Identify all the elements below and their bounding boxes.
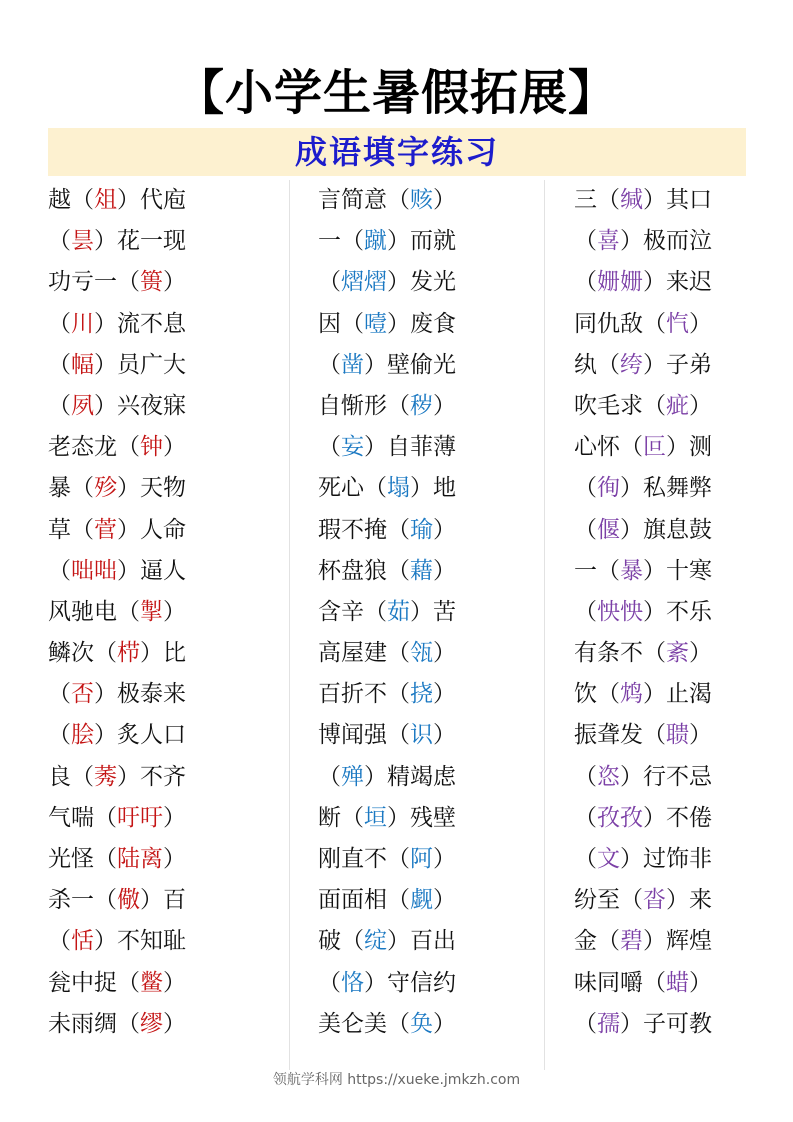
idiom-answer: 菅	[94, 516, 117, 543]
idiom-item	[318, 468, 456, 509]
idiom-answer: 川	[71, 310, 94, 337]
idiom-answer: 儆	[117, 887, 140, 914]
idiom-prefix: （	[574, 846, 597, 872]
idiom-suffix: ）逼人	[117, 557, 186, 584]
idiom-item	[48, 304, 186, 345]
idiom-suffix: ）自菲薄	[364, 434, 456, 461]
idiom-prefix: 含辛（	[318, 598, 387, 625]
idiom-prefix: 高屋建（	[318, 640, 410, 667]
idiom-item	[318, 304, 456, 345]
idiom-suffix: ）炙人口	[94, 722, 186, 749]
idiom-answer: 藉	[410, 557, 433, 584]
idiom-suffix: ）壁偷光	[364, 351, 456, 378]
idiom-prefix: 死心（	[318, 475, 387, 502]
idiom-prefix: （	[574, 269, 597, 296]
idiom-suffix: ）	[163, 804, 186, 831]
idiom-suffix: ）	[689, 969, 712, 996]
idiom-answer: 妄	[341, 434, 364, 461]
idiom-suffix: ）止渴	[643, 681, 712, 708]
idiom-answer: 绽	[364, 928, 387, 955]
idiom-item	[574, 468, 712, 509]
idiom-answer: 夙	[71, 392, 94, 419]
idiom-suffix: ）子弟	[643, 351, 712, 378]
idiom-item	[48, 674, 186, 715]
idiom-prefix: 言简意（	[318, 187, 410, 213]
idiom-answer: 叵	[643, 434, 666, 461]
idiom-answer: 忾	[666, 310, 689, 337]
idiom-answer: 瓴	[410, 640, 433, 667]
idiom-answer: 陆离	[117, 846, 163, 872]
idiom-item	[574, 1004, 712, 1045]
idiom-prefix: （	[48, 228, 71, 255]
column-divider	[289, 180, 290, 1070]
idiom-answer: 脍	[71, 722, 94, 749]
idiom-suffix: ）百出	[387, 928, 456, 955]
idiom-item	[48, 345, 186, 386]
idiom-suffix: ）子可教	[620, 1010, 712, 1037]
idiom-prefix: 良（	[48, 763, 94, 790]
idiom-suffix: ）极泰来	[94, 681, 186, 708]
idiom-suffix: ）测	[666, 434, 712, 461]
idiom-item	[48, 798, 186, 839]
idiom-prefix: 老态龙（	[48, 434, 140, 461]
idiom-prefix: （	[48, 722, 71, 749]
idiom-prefix: 心怀（	[574, 434, 643, 461]
idiom-suffix: ）	[433, 557, 456, 584]
idiom-answer: 熠熠	[341, 269, 387, 296]
idiom-answer: 偃	[597, 516, 620, 543]
idiom-item	[318, 715, 456, 756]
idiom-prefix: 吹毛求（	[574, 392, 666, 419]
idiom-suffix: ）	[163, 598, 186, 625]
idiom-prefix: （	[48, 928, 71, 955]
idiom-prefix: 功亏一（	[48, 269, 140, 296]
idiom-suffix: ）来迟	[643, 269, 712, 296]
idiom-item	[574, 674, 712, 715]
idiom-suffix: ）	[433, 722, 456, 749]
idiom-suffix: ）私舞弊	[620, 475, 712, 502]
idiom-item	[574, 963, 712, 1004]
idiom-answer: 莠	[94, 763, 117, 790]
idiom-answer: 阿	[410, 846, 433, 872]
idiom-prefix: 博闻强（	[318, 722, 410, 749]
idiom-item	[574, 839, 712, 880]
idiom-suffix: ）旗息鼓	[620, 516, 712, 543]
idiom-item	[48, 839, 186, 880]
idiom-item	[574, 386, 712, 427]
idiom-answer: 赅	[410, 187, 433, 213]
idiom-answer: 沓	[643, 887, 666, 914]
idiom-suffix: ）兴夜寐	[94, 392, 186, 419]
idiom-answer: 聩	[666, 722, 689, 749]
idiom-prefix: （	[574, 1010, 597, 1037]
idiom-prefix: （	[48, 310, 71, 337]
page-subtitle: 成语填字练习	[294, 133, 499, 171]
idiom-item	[574, 427, 712, 468]
idiom-suffix: ）流不息	[94, 310, 186, 337]
idiom-suffix: ）	[433, 187, 456, 213]
idiom-prefix: 金（	[574, 928, 620, 955]
idiom-prefix: 破（	[318, 928, 364, 955]
idiom-prefix: 一（	[574, 557, 620, 584]
idiom-prefix: 杀一（	[48, 887, 117, 914]
idiom-item	[574, 221, 712, 262]
idiom-answer: 暴	[620, 557, 643, 584]
idiom-suffix: ）	[433, 640, 456, 667]
idiom-prefix: 光怪（	[48, 846, 117, 872]
idiom-answer: 识	[410, 722, 433, 749]
subtitle-banner	[48, 128, 746, 176]
idiom-answer: 怏怏	[597, 598, 643, 625]
idiom-suffix: ）辉煌	[643, 928, 712, 955]
idiom-answer: 否	[71, 681, 94, 708]
idiom-prefix: （	[318, 434, 341, 461]
idiom-suffix: ）其口	[643, 187, 712, 213]
idiom-suffix: ）	[689, 392, 712, 419]
idiom-answer: 茹	[387, 598, 410, 625]
idiom-prefix: （	[574, 228, 597, 255]
idiom-suffix: ）	[433, 846, 456, 872]
idiom-prefix: （	[574, 804, 597, 831]
idiom-suffix: ）	[433, 392, 456, 419]
idiom-item	[318, 798, 456, 839]
idiom-item	[48, 757, 186, 798]
idiom-suffix: ）	[689, 722, 712, 749]
idiom-item	[48, 221, 186, 262]
idiom-item	[48, 468, 186, 509]
idiom-suffix: ）行不忌	[620, 763, 712, 790]
idiom-prefix: （	[48, 557, 71, 584]
idiom-prefix: 草（	[48, 516, 94, 543]
idiom-answer: 鳖	[140, 969, 163, 996]
idiom-item	[318, 921, 456, 962]
idiom-item	[574, 262, 712, 303]
idiom-answer: 喜	[597, 228, 620, 255]
idiom-prefix: （	[574, 475, 597, 502]
idiom-item	[318, 345, 456, 386]
idiom-prefix: 断（	[318, 804, 364, 831]
idiom-suffix: ）	[689, 310, 712, 337]
idiom-prefix: （	[574, 598, 597, 625]
idiom-prefix: （	[48, 681, 71, 708]
idiom-suffix: ）而就	[387, 228, 456, 255]
idiom-answer: 凿	[341, 351, 364, 378]
idiom-column-3	[574, 180, 712, 1045]
idiom-answer: 恬	[71, 928, 94, 955]
idiom-answer: 栉	[117, 640, 140, 667]
idiom-answer: 绔	[620, 351, 643, 378]
idiom-item	[574, 633, 712, 674]
idiom-suffix: ）不齐	[117, 763, 186, 790]
idiom-answer: 挠	[410, 681, 433, 708]
idiom-suffix: ）	[163, 269, 186, 296]
idiom-item	[48, 551, 186, 592]
idiom-prefix: （	[318, 763, 341, 790]
idiom-item	[574, 798, 712, 839]
idiom-suffix: ）	[689, 640, 712, 667]
idiom-prefix: 瑕不掩（	[318, 516, 410, 543]
idiom-prefix: 纷至（	[574, 887, 643, 914]
idiom-prefix: 一（	[318, 228, 364, 255]
idiom-column-2	[318, 180, 456, 1045]
idiom-item	[48, 715, 186, 756]
idiom-prefix: 振聋发（	[574, 722, 666, 749]
idiom-answer: 塌	[387, 475, 410, 502]
idiom-suffix: ）不乐	[643, 598, 712, 625]
idiom-answer: 篑	[140, 269, 163, 296]
idiom-prefix: 鳞次（	[48, 640, 117, 667]
idiom-answer: 蜡	[666, 969, 689, 996]
idiom-answer: 姗姗	[597, 269, 643, 296]
idiom-answer: 恪	[341, 969, 364, 996]
idiom-suffix: ）	[433, 681, 456, 708]
idiom-suffix: ）人命	[117, 516, 186, 543]
idiom-item	[48, 262, 186, 303]
idiom-item	[318, 674, 456, 715]
idiom-answer: 奂	[410, 1010, 433, 1037]
idiom-item	[48, 921, 186, 962]
idiom-answer: 缪	[140, 1010, 163, 1037]
idiom-prefix: （	[318, 969, 341, 996]
idiom-answer: 咄咄	[71, 557, 117, 584]
idiom-item	[318, 633, 456, 674]
idiom-suffix: ）十寒	[643, 557, 712, 584]
idiom-answer: 殄	[94, 475, 117, 502]
idiom-prefix: （	[318, 351, 341, 378]
idiom-item	[48, 510, 186, 551]
idiom-item	[318, 510, 456, 551]
idiom-item	[48, 592, 186, 633]
idiom-prefix: 面面相（	[318, 887, 410, 914]
idiom-item	[318, 1004, 456, 1045]
idiom-suffix: ）极而泣	[620, 228, 712, 255]
idiom-item	[318, 427, 456, 468]
idiom-prefix: 同仇敌（	[574, 310, 666, 337]
idiom-prefix: 未雨绸（	[48, 1010, 140, 1037]
idiom-prefix: 气喘（	[48, 804, 117, 831]
idiom-answer: 孺	[597, 1010, 620, 1037]
idiom-prefix: 饮（	[574, 681, 620, 708]
idiom-suffix: ）来	[666, 887, 712, 914]
idiom-prefix: 纨（	[574, 351, 620, 378]
idiom-answer: 殚	[341, 763, 364, 790]
idiom-suffix: ）代庖	[117, 187, 186, 213]
idiom-answer: 孜孜	[597, 804, 643, 831]
idiom-prefix: 因（	[318, 310, 364, 337]
idiom-answer: 秽	[410, 392, 433, 419]
idiom-suffix: ）	[433, 516, 456, 543]
idiom-answer: 蹴	[364, 228, 387, 255]
idiom-item	[318, 757, 456, 798]
idiom-answer: 吁吁	[117, 804, 163, 831]
idiom-suffix: ）过饰非	[620, 846, 712, 872]
idiom-suffix: ）花一现	[94, 228, 186, 255]
idiom-item	[318, 880, 456, 921]
idiom-item	[318, 180, 456, 221]
idiom-prefix: 刚直不（	[318, 846, 410, 872]
idiom-item	[48, 427, 186, 468]
idiom-item	[574, 345, 712, 386]
idiom-answer: 昙	[71, 228, 94, 255]
idiom-item	[574, 715, 712, 756]
idiom-answer: 缄	[620, 187, 643, 213]
idiom-suffix: ）守信约	[364, 969, 456, 996]
idiom-item	[48, 1004, 186, 1045]
idiom-prefix: 三（	[574, 187, 620, 213]
idiom-answer: 疵	[666, 392, 689, 419]
idiom-item	[318, 262, 456, 303]
footer-source: 领航学科网 https://xueke.jmkzh.com	[272, 1072, 521, 1088]
idiom-item	[574, 592, 712, 633]
idiom-answer: 徇	[597, 475, 620, 502]
idiom-item	[48, 386, 186, 427]
idiom-prefix: （	[574, 763, 597, 790]
idiom-answer: 恣	[597, 763, 620, 790]
idiom-suffix: ）比	[140, 640, 186, 667]
idiom-prefix: 味同嚼（	[574, 969, 666, 996]
idiom-suffix: ）精竭虑	[364, 763, 456, 790]
idiom-item	[574, 304, 712, 345]
idiom-answer: 碧	[620, 928, 643, 955]
idiom-suffix: ）	[163, 1010, 186, 1037]
idiom-suffix: ）天物	[117, 475, 186, 502]
idiom-answer: 噎	[364, 310, 387, 337]
idiom-item	[318, 592, 456, 633]
idiom-item	[574, 880, 712, 921]
idiom-answer: 文	[597, 846, 620, 872]
idiom-item	[318, 963, 456, 1004]
idiom-answer: 觑	[410, 887, 433, 914]
idiom-item	[48, 633, 186, 674]
idiom-item	[574, 921, 712, 962]
idiom-suffix: ）废食	[387, 310, 456, 337]
idiom-suffix: ）	[433, 887, 456, 914]
idiom-prefix: 越（	[48, 187, 94, 213]
idiom-answer: 钟	[140, 434, 163, 461]
idiom-answer: 掣	[140, 598, 163, 625]
idiom-prefix: 百折不（	[318, 681, 410, 708]
idiom-answer: 鸩	[620, 681, 643, 708]
page-title: 【小学生暑假拓展】	[175, 65, 617, 121]
idiom-item	[48, 180, 186, 221]
idiom-suffix: ）不倦	[643, 804, 712, 831]
idiom-answer: 瑜	[410, 516, 433, 543]
idiom-item	[574, 180, 712, 221]
idiom-prefix: （	[48, 392, 71, 419]
idiom-item	[318, 839, 456, 880]
idiom-item	[318, 221, 456, 262]
idiom-prefix: （	[574, 516, 597, 543]
idiom-prefix: 有条不（	[574, 640, 666, 667]
idiom-suffix: ）	[163, 969, 186, 996]
idiom-column-1	[48, 180, 186, 1045]
idiom-item	[574, 757, 712, 798]
idiom-suffix: ）员广大	[94, 351, 186, 378]
idiom-prefix: 瓮中捉（	[48, 969, 140, 996]
idiom-answer: 俎	[94, 187, 117, 213]
idiom-item	[318, 551, 456, 592]
idiom-suffix: ）	[433, 1010, 456, 1037]
idiom-item	[574, 551, 712, 592]
idiom-item	[574, 510, 712, 551]
idiom-prefix: （	[48, 351, 71, 378]
idiom-prefix: （	[318, 269, 341, 296]
column-divider	[544, 180, 545, 1070]
idiom-prefix: 自惭形（	[318, 392, 410, 419]
idiom-item	[318, 386, 456, 427]
idiom-suffix: ）发光	[387, 269, 456, 296]
idiom-prefix: 美仑美（	[318, 1010, 410, 1037]
idiom-prefix: 杯盘狼（	[318, 557, 410, 584]
idiom-prefix: 风驰电（	[48, 598, 140, 625]
idiom-suffix: ）	[163, 846, 186, 872]
idiom-suffix: ）残壁	[387, 804, 456, 831]
idiom-answer: 紊	[666, 640, 689, 667]
idiom-item	[48, 963, 186, 1004]
idiom-suffix: ）地	[410, 475, 456, 502]
idiom-answer: 幅	[71, 351, 94, 378]
idiom-answer: 垣	[364, 804, 387, 831]
idiom-suffix: ）苦	[410, 598, 456, 625]
idiom-prefix: 暴（	[48, 475, 94, 502]
idiom-suffix: ）	[163, 434, 186, 461]
idiom-suffix: ）不知耻	[94, 928, 186, 955]
idiom-item	[48, 880, 186, 921]
idiom-suffix: ）百	[140, 887, 186, 914]
